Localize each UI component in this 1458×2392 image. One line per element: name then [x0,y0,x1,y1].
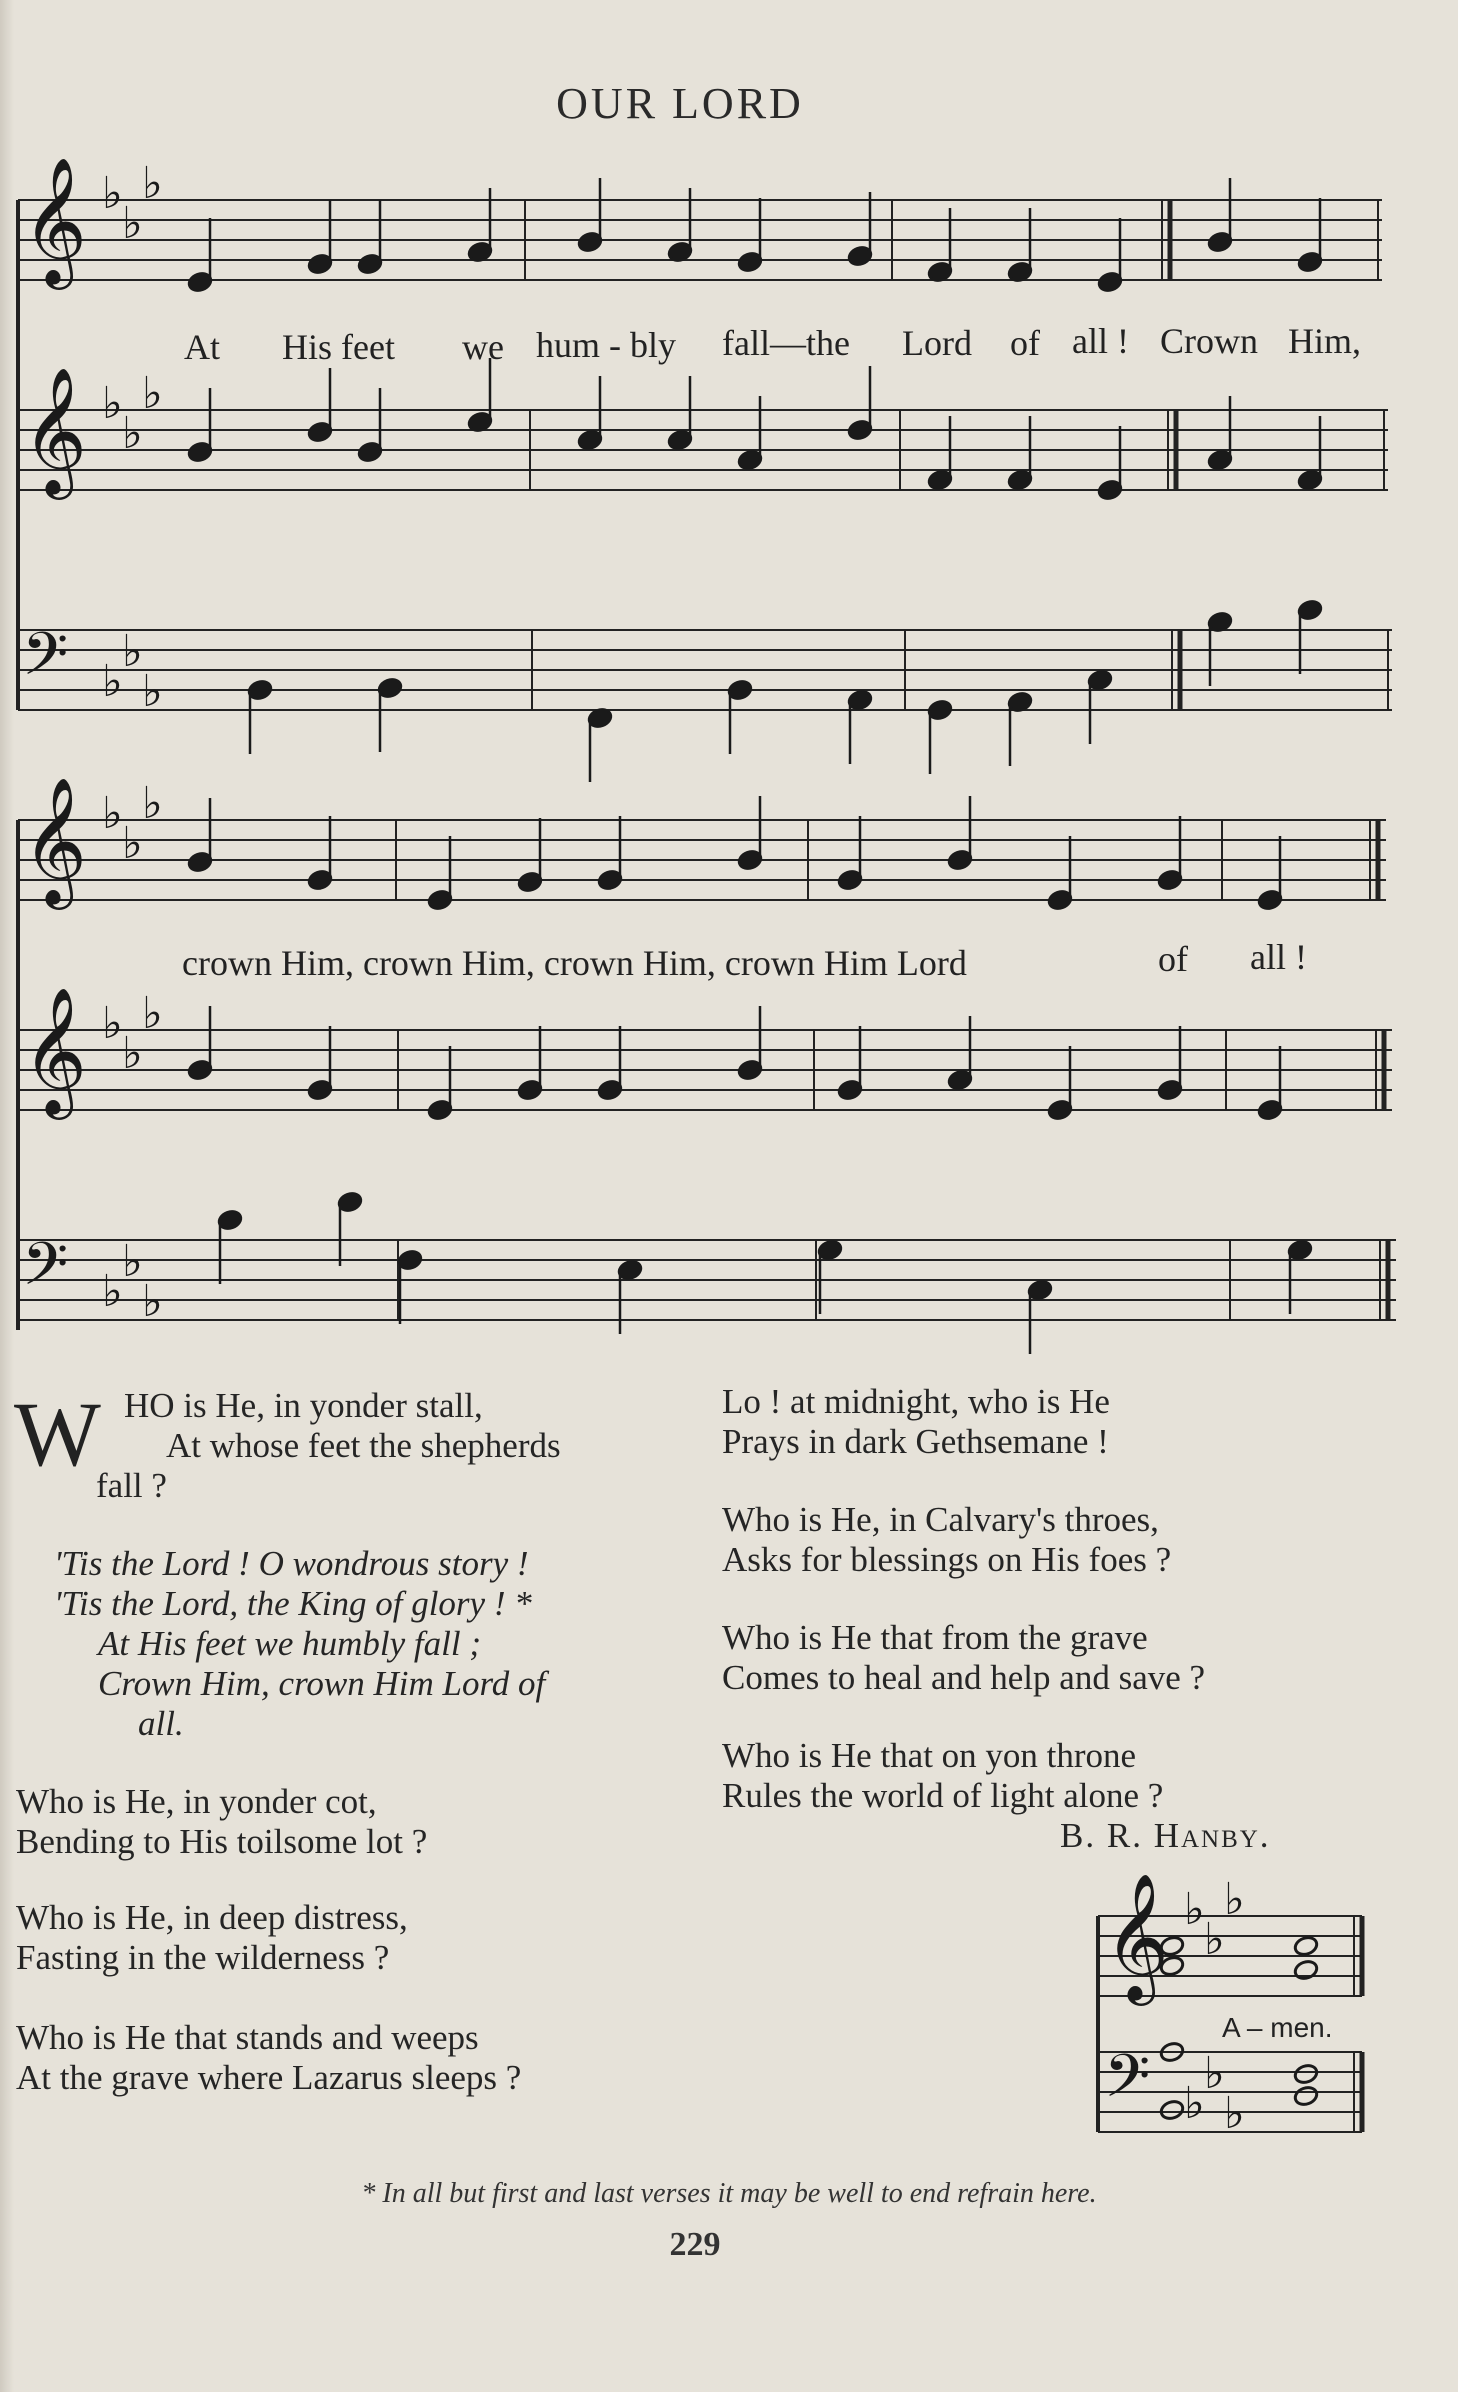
lyric-him: Him, [1288,321,1362,361]
lyric-we: we [462,327,504,367]
lyric-at: At [184,327,220,367]
verse-line: At whose feet the shepherds [166,1426,561,1465]
flat-icon: ♭ [102,998,123,1049]
amen-label: A – men. [1222,2012,1333,2043]
verse-line: Who is He that from the grave [722,1618,1148,1657]
verse-line: Prays in dark Gethsemane ! [722,1422,1109,1461]
flat-icon: ♭ [142,1276,163,1327]
verse-line: At the grave where Lazarus sleeps ? [16,2058,522,2097]
verse-line: Rules the world of light alone ? [722,1776,1164,1815]
verse-line: all. [138,1704,184,1743]
flat-icon: ♭ [122,818,143,869]
flat-icon: ♭ [142,778,163,829]
lyric-all: all ! [1072,321,1129,361]
footnote: * In all but first and last verses it may be well to end refrain here. [361,2178,1097,2209]
dropcap: W [14,1383,101,1485]
verse-7 [722,1618,1362,1698]
flat-icon: ♭ [1204,1914,1225,1965]
verse-line: 'Tis the Lord, the King of glory ! * [54,1584,532,1623]
verse-line: Lo ! at midnight, who is He [722,1382,1110,1421]
verse-line: At His feet we humbly fall ; [98,1624,481,1663]
flat-icon: ♭ [142,368,163,419]
notehead [1293,2063,1319,2086]
flat-icon: ♭ [1224,1874,1245,1925]
flat-icon: ♭ [122,626,143,677]
flat-icon: ♭ [1184,2078,1205,2129]
lyric-crown: Crown [1160,321,1258,361]
treble-clef-icon: 𝄞 [22,776,88,904]
flat-icon: ♭ [122,198,143,249]
verse-line: Who is He, in yonder cot, [16,1782,377,1821]
verse-line: Crown Him, crown Him Lord of [98,1664,546,1703]
verse-line: Who is He, in deep distress, [16,1898,408,1937]
verse-line: Bending to His toilsome lot ? [16,1822,428,1861]
lyric-all-2: all ! [1250,937,1307,977]
lyric-his-feet: His feet [282,327,395,367]
lyric-of-2: of [1158,939,1188,979]
bass-clef-icon: 𝄢 [1104,2041,1151,2125]
verse-line: Asks for blessings on His foes ? [722,1540,1172,1579]
flat-icon: ♭ [102,168,123,219]
flat-icon: ♭ [1204,2048,1225,2099]
verse-line: Comes to heal and help and save ? [722,1658,1206,1697]
notehead [1293,2085,1319,2108]
flat-icon: ♭ [102,378,123,429]
verse-line: fall ? [96,1466,167,1505]
lyric-lord: Lord [902,323,972,363]
verse-5 [722,1382,1362,1462]
verse-2 [16,1782,696,1862]
author: B. R. Hanby. [1060,1816,1271,1855]
treble-clef-icon: 𝄞 [22,366,88,494]
treble-clef-icon: 𝄞 [22,156,88,284]
verse-line: 'Tis the Lord ! O wondrous story ! [54,1544,529,1583]
verse-1 [96,1386,684,1506]
lyric-fall: fall—the [722,323,850,363]
verse-8 [722,1736,1362,1816]
verse-line: HO is He, in yonder stall, [124,1386,483,1425]
verse-3 [16,1898,696,1978]
flat-icon: ♭ [1184,1884,1205,1935]
flat-icon: ♭ [142,666,163,717]
lyric-crown-him-line: crown Him, crown Him, crown Him, crown Him Lord [182,943,967,983]
notehead [1159,2099,1185,2122]
flat-icon: ♭ [102,656,123,707]
flat-icon: ♭ [122,1236,143,1287]
flat-icon: ♭ [142,158,163,209]
treble-clef-icon: 𝄞 [1104,1872,1170,2000]
lyric-humbly: hum - bly [536,325,676,365]
lyric-of: of [1010,323,1040,363]
flat-icon: ♭ [122,408,143,459]
verse-line: Who is He that on yon throne [722,1736,1137,1775]
flat-icon: ♭ [122,1028,143,1079]
verse-line: Who is He, in Calvary's throes, [722,1500,1159,1539]
refrain [54,1544,694,1744]
verse-4 [16,2018,696,2098]
notehead [1293,1935,1319,1958]
flat-icon: ♭ [1224,2088,1245,2139]
notehead [1293,1959,1319,1982]
bass-clef-icon: 𝄢 [22,1229,69,1313]
flat-icon: ♭ [102,788,123,839]
bass-clef-icon: 𝄢 [22,619,69,703]
flat-icon: ♭ [142,988,163,1039]
page-number: 229 [669,2226,721,2263]
verse-6 [722,1500,1362,1580]
verse-line: Fasting in the wilderness ? [16,1938,390,1977]
treble-clef-icon: 𝄞 [22,986,88,1114]
flat-icon: ♭ [102,1266,123,1317]
verse-line: Who is He that stands and weeps [16,2018,479,2057]
hymn-title: OUR LORD [556,79,804,128]
